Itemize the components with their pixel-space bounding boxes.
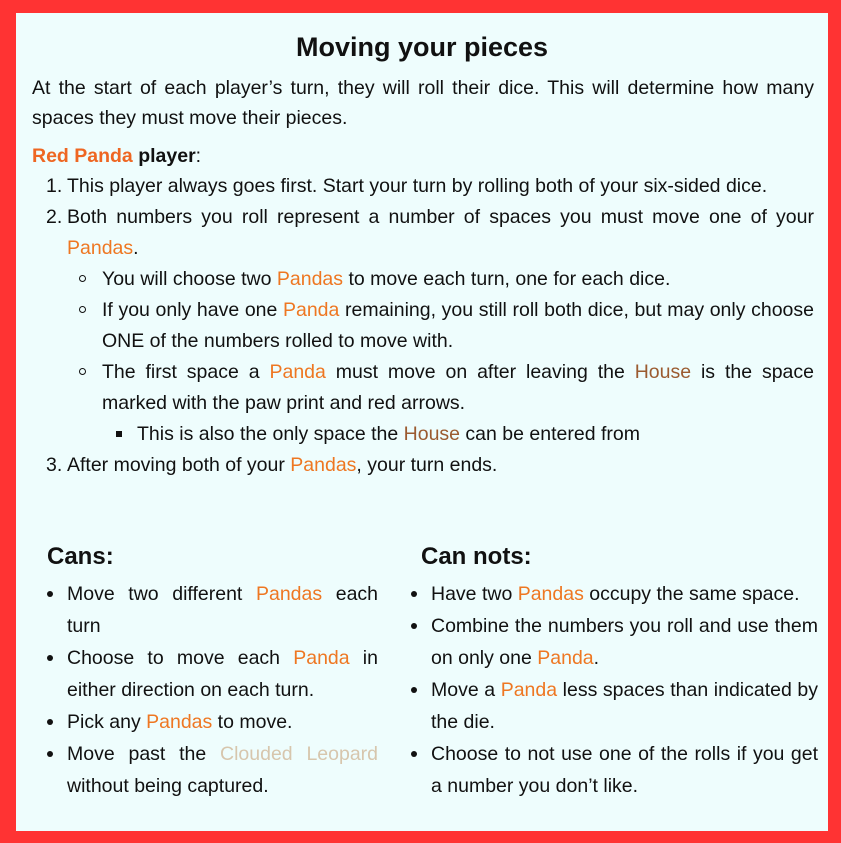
- sub-text: This is also the only space the: [137, 423, 404, 445]
- panda-highlight: Pandas: [276, 268, 344, 290]
- bullet-icon: [47, 591, 53, 597]
- item-text: Choose to move each: [67, 647, 294, 669]
- step-text: .: [133, 237, 139, 259]
- item-text: less spaces than indicated by the die.: [431, 679, 819, 733]
- step-number: 2.: [46, 206, 63, 228]
- item-text: Have two: [431, 583, 518, 605]
- sub-text: can be entered from: [460, 423, 640, 445]
- player-suffix: player: [132, 145, 196, 167]
- item-text: in either direction on each turn.: [67, 647, 378, 701]
- hollow-bullet-icon: [79, 368, 86, 375]
- steps-list: [32, 171, 814, 481]
- bullet-icon: [47, 655, 53, 661]
- panda-highlight: Panda: [269, 361, 326, 383]
- step-text: Both numbers you roll represent a number of spaces you must move one of your: [67, 206, 814, 228]
- cannots-list: [396, 578, 818, 802]
- step-text: After moving both of your: [67, 454, 291, 476]
- step-text: , your turn ends.: [356, 454, 498, 476]
- sub-list-item: [32, 295, 814, 357]
- intro-paragraph: At the start of each player’s turn, they will roll their dice. This will determine how many spaces they must move their pieces.: [32, 77, 814, 129]
- cannots-heading: Can nots:: [421, 543, 532, 570]
- item-text: without being captured.: [67, 775, 269, 797]
- leopard-highlight: Clouded Leopard: [220, 743, 379, 765]
- step-number: 3.: [46, 454, 63, 476]
- player-colon: :: [195, 145, 202, 167]
- house-highlight: House: [634, 361, 692, 383]
- item-text: Pick any: [67, 711, 147, 733]
- bullet-icon: [47, 751, 53, 757]
- sub-text: The first space a: [102, 361, 270, 383]
- sub-text: You will choose two: [102, 268, 277, 290]
- item-text: Combine the numbers you roll and use them on only one: [431, 615, 818, 669]
- bullet-icon: [411, 591, 417, 597]
- sub-text: If you only have one: [102, 299, 283, 321]
- sub-list-item: [32, 357, 814, 419]
- list-item: [32, 578, 378, 642]
- panda-highlight: Panda: [537, 647, 594, 669]
- cans-heading: Cans:: [47, 543, 114, 570]
- sub-text: is the space marked with the paw print and red arrows.: [102, 361, 814, 414]
- list-item: [32, 642, 378, 706]
- sub-text: to move each turn, one for each dice.: [343, 268, 671, 290]
- item-text: Move a: [431, 679, 501, 701]
- sub-text: remaining, you still roll both dice, but may only choose ONE of the numbers rolled to move with.: [102, 299, 814, 352]
- sub-list-item: [32, 264, 814, 295]
- bullet-icon: [411, 751, 417, 757]
- player-heading: [32, 141, 201, 171]
- page-title: Moving your pieces: [295, 32, 549, 62]
- cans-list: [32, 578, 378, 802]
- square-bullet-icon: [116, 431, 122, 437]
- step-item: [32, 171, 814, 202]
- bullet-icon: [411, 687, 417, 693]
- panda-highlight: Panda: [500, 679, 558, 701]
- step-number: 1.: [46, 175, 63, 197]
- item-text: .: [593, 647, 600, 669]
- panda-highlight: Pandas: [517, 583, 584, 605]
- list-item: [32, 738, 378, 802]
- list-item: [396, 738, 818, 802]
- sub-sub-list-item: [32, 419, 814, 450]
- item-text: each turn: [67, 583, 379, 637]
- house-highlight: House: [403, 423, 461, 445]
- bullet-icon: [47, 719, 53, 725]
- list-item: [396, 610, 818, 674]
- rules-card: [16, 13, 828, 831]
- list-item: [32, 706, 378, 738]
- sub-text: must move on after leaving the: [325, 361, 635, 383]
- item-text: Choose to not use one of the rolls if you get a number you don’t like.: [431, 743, 818, 797]
- step-item: [32, 450, 814, 481]
- hollow-bullet-icon: [79, 306, 86, 313]
- step-text: This player always goes first. Start your turn by rolling both of your six-sided dice.: [67, 175, 768, 197]
- item-text: Move two different: [67, 583, 256, 605]
- list-item: [396, 578, 818, 610]
- panda-highlight: Panda: [293, 647, 350, 669]
- panda-highlight: Pandas: [255, 583, 323, 605]
- step-item: [32, 202, 814, 264]
- item-text: to move.: [212, 711, 293, 733]
- player-name: Red Panda: [32, 145, 133, 167]
- item-text: occupy the same space.: [583, 583, 800, 605]
- list-item: [396, 674, 818, 738]
- item-text: Move past the: [67, 743, 221, 765]
- panda-highlight: Panda: [282, 299, 340, 321]
- hollow-bullet-icon: [79, 275, 86, 282]
- panda-highlight: Pandas: [290, 454, 357, 476]
- bullet-icon: [411, 623, 417, 629]
- panda-highlight: Pandas: [67, 237, 134, 259]
- panda-highlight: Pandas: [146, 711, 213, 733]
